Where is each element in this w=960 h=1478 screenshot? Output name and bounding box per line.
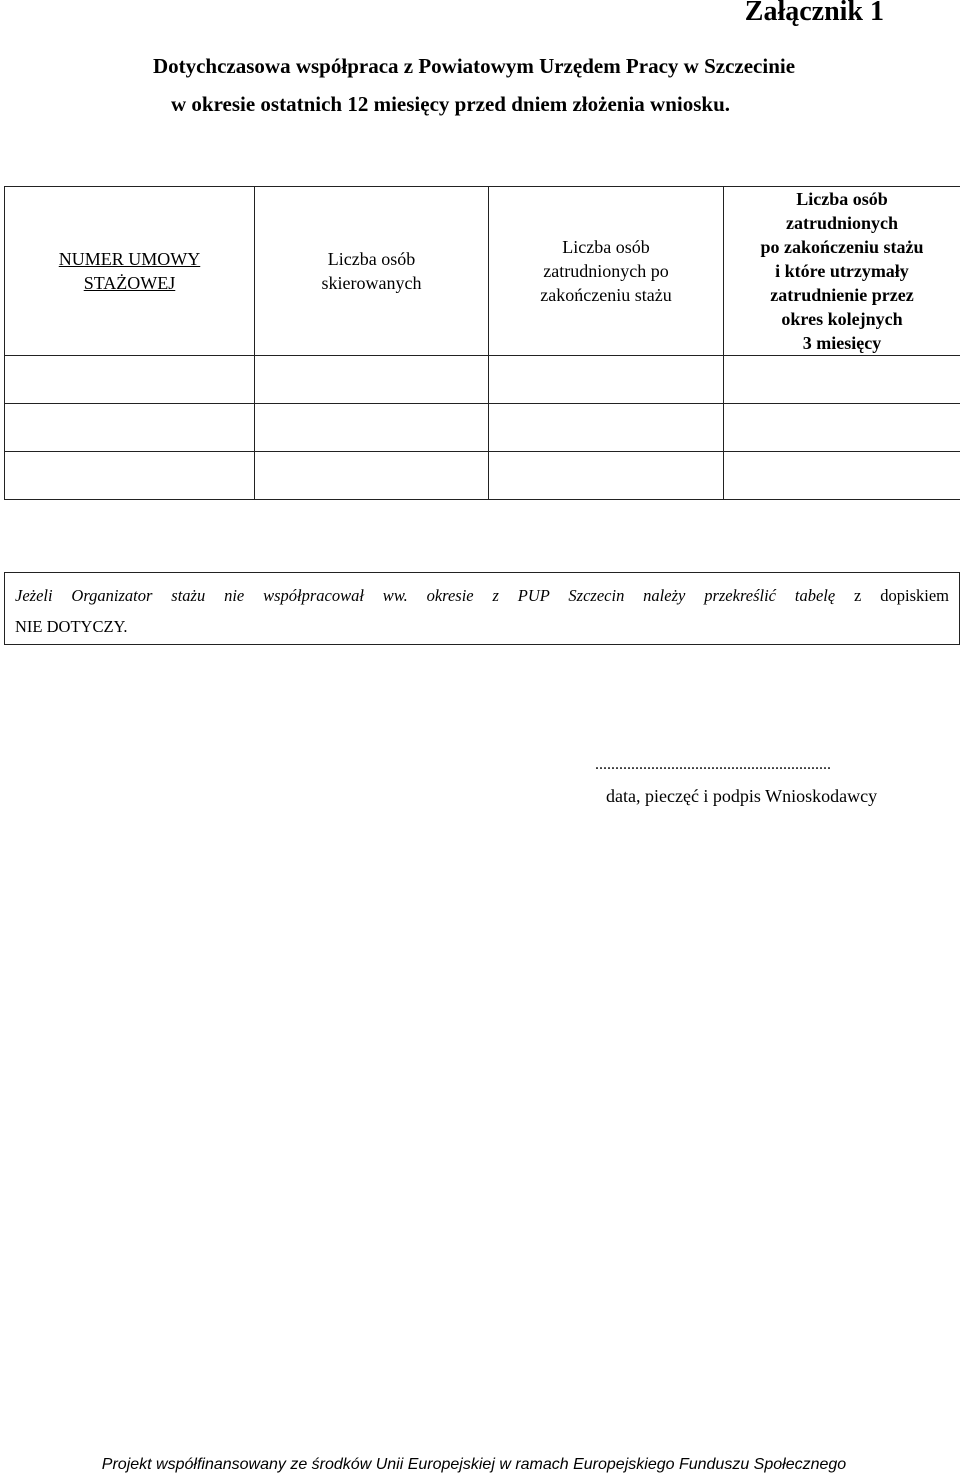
table-row	[5, 452, 960, 500]
attachment-label: Załącznik 1	[744, 0, 884, 27]
table-header-row	[5, 187, 960, 356]
note-normal-text: z dopiskiem	[835, 586, 949, 605]
note-line-2: NIE DOTYCZY.	[15, 617, 128, 636]
document-title-line-2: w okresie ostatnich 12 miesięcy przed dniem złożenia wniosku.	[171, 92, 731, 116]
header-employed-count	[489, 187, 724, 356]
table-cell[interactable]	[5, 356, 255, 404]
note-line-1	[15, 580, 949, 611]
header-employed-line-2: zatrudnionych po	[543, 261, 669, 281]
table-cell[interactable]	[724, 452, 960, 500]
header-contract-number-line-1: NUMER UMOWY	[58, 249, 201, 269]
header-referred-line-2: skierowanych	[321, 273, 422, 293]
table-cell[interactable]	[5, 404, 255, 452]
document-title-line-1: Dotychczasowa współpraca z Powiatowym Urzędem Pracy w Szczecinie	[152, 54, 796, 78]
header-retained-line-4: i które utrzymały	[775, 261, 909, 281]
table-cell[interactable]	[255, 356, 489, 404]
table-cell[interactable]	[489, 356, 724, 404]
table-row	[5, 404, 960, 452]
note-italic-text: Jeżeli Organizator stażu nie współpracował ww. okresie z PUP Szczecin należy przekreślić tabelę	[15, 586, 836, 605]
header-retained-line-2: zatrudnionych	[785, 213, 899, 233]
signature-label: data, pieczęć i podpis Wnioskodawcy	[606, 786, 878, 806]
header-retained-line-7: 3 miesięcy	[802, 333, 882, 353]
signature-dots: ...........................................................	[595, 756, 831, 773]
table-cell[interactable]	[724, 356, 960, 404]
cooperation-table	[4, 186, 960, 500]
footer-funding-note: Projekt współfinansowany ze środków Unii Europejskiej w ramach Europejskiego Funduszu Społecznego	[101, 1456, 847, 1473]
header-employed-line-3: zakończeniu stażu	[540, 285, 672, 305]
table-cell[interactable]	[489, 404, 724, 452]
not-applicable-note	[4, 572, 960, 645]
header-contract-number	[5, 187, 255, 356]
table-cell[interactable]	[5, 452, 255, 500]
header-employed-line-1: Liczba osób	[562, 237, 650, 257]
table-cell[interactable]	[724, 404, 960, 452]
header-retained-line-1: Liczba osób	[796, 189, 888, 209]
table-cell[interactable]	[489, 452, 724, 500]
header-retained-line-3: po zakończeniu stażu	[760, 237, 924, 257]
table-row	[5, 356, 960, 404]
table-cell[interactable]	[255, 452, 489, 500]
header-contract-number-line-2: STAŻOWEJ	[83, 273, 176, 293]
header-retained-line-5: zatrudnienie przez	[770, 285, 914, 305]
header-referred-count	[255, 187, 489, 356]
header-retained-count	[724, 187, 960, 356]
header-referred-line-1: Liczba osób	[327, 249, 416, 269]
table-cell[interactable]	[255, 404, 489, 452]
header-retained-line-6: okres kolejnych	[781, 309, 903, 329]
